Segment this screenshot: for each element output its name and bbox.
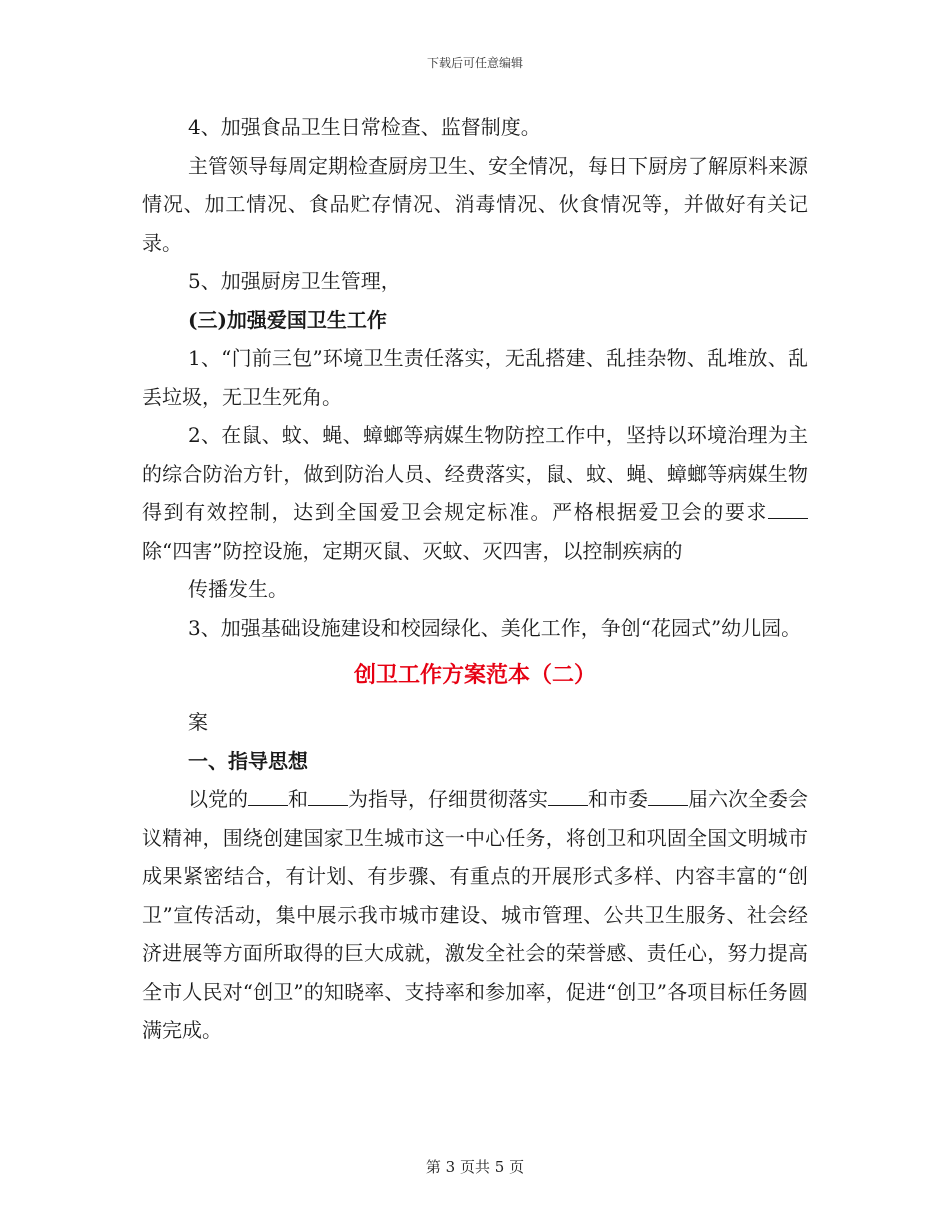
fill-blank (248, 787, 288, 806)
section3-item1: 1、“门前三包”环境卫生责任落实，无乱搭建、乱挂杂物、乱堆放、乱丢垃圾，无卫生死角。 (142, 346, 808, 409)
item4-title: 4、加强食品卫生日常检查、监督制度。 (188, 115, 541, 139)
fill-blank (768, 500, 808, 519)
fill-blank (648, 787, 688, 806)
section3-item2-part1: 2、在鼠、蚊、蝇、蟑螂等病媒生物防控工作中，坚持以环境治理为主的综合防治方针，做到防治人员、经费落实，鼠、蚊、蝇、蟑螂等病媒生物得到有效控制，达到全国爱卫会规定标准。严格根据爱卫会的要求 (142, 423, 808, 524)
guide-seg2: 和 (288, 787, 308, 811)
document-body (142, 108, 808, 1050)
guide-text (142, 780, 808, 1050)
section3-item2-part2: 除“四害”防控设施，定期灭鼠、灭蚊、灭四害，以控制疾病的 (142, 538, 683, 563)
page-footer-number: 第 3 页共 5 页 (425, 1158, 525, 1176)
section3-item2 (142, 416, 808, 570)
fill-blank (308, 787, 348, 806)
guide-seg1: 以党的 (188, 787, 248, 811)
guide-seg3: 为指导，仔细贯彻落实 (348, 787, 548, 811)
item5-title: 5、加强厨房卫生管理， (188, 269, 401, 293)
section3-title: (三)加强爱国卫生工作 (188, 307, 387, 332)
item4-text: 主管领导每周定期检查厨房卫生、安全情况，每日下厨房了解原料来源情况、加工情况、食品贮存情况、消毒情况、伙食情况等，并做好有关记录。 (142, 153, 808, 255)
fill-blank (548, 787, 588, 806)
section3-item2-continued: 传播发生。 (188, 577, 288, 601)
doc2-title: 创卫工作方案范本（二） (353, 662, 596, 688)
section3-item3: 3、加强基础设施建设和校园绿化、美化工作，争创“花园式”幼儿园。 (188, 615, 802, 640)
guide-seg5: 届六次全委会议精神，围绕创建国家卫生城市这一中心任务，将创卫和巩固全国文明城市成果紧密结合，有计划、有步骤、有重点的开展形式多样、内容丰富的“创卫”宣传活动，集中展示我市城市建设、城市管理、公共卫生服务、社会经济进展等方面所取得的巨大成就，激发全社会的荣誉感、责任心，努力提高全市人民对“创卫”的知晓率、支持率和参加率，促进“创卫”各项目标任务圆满完成。 (142, 787, 808, 1042)
doc2-subtitle: 案 (188, 710, 208, 734)
guide-title: 一、指导思想 (188, 748, 308, 773)
page-header-note: 下载后可任意编辑 (426, 56, 523, 70)
guide-seg4: 和市委 (588, 787, 648, 811)
